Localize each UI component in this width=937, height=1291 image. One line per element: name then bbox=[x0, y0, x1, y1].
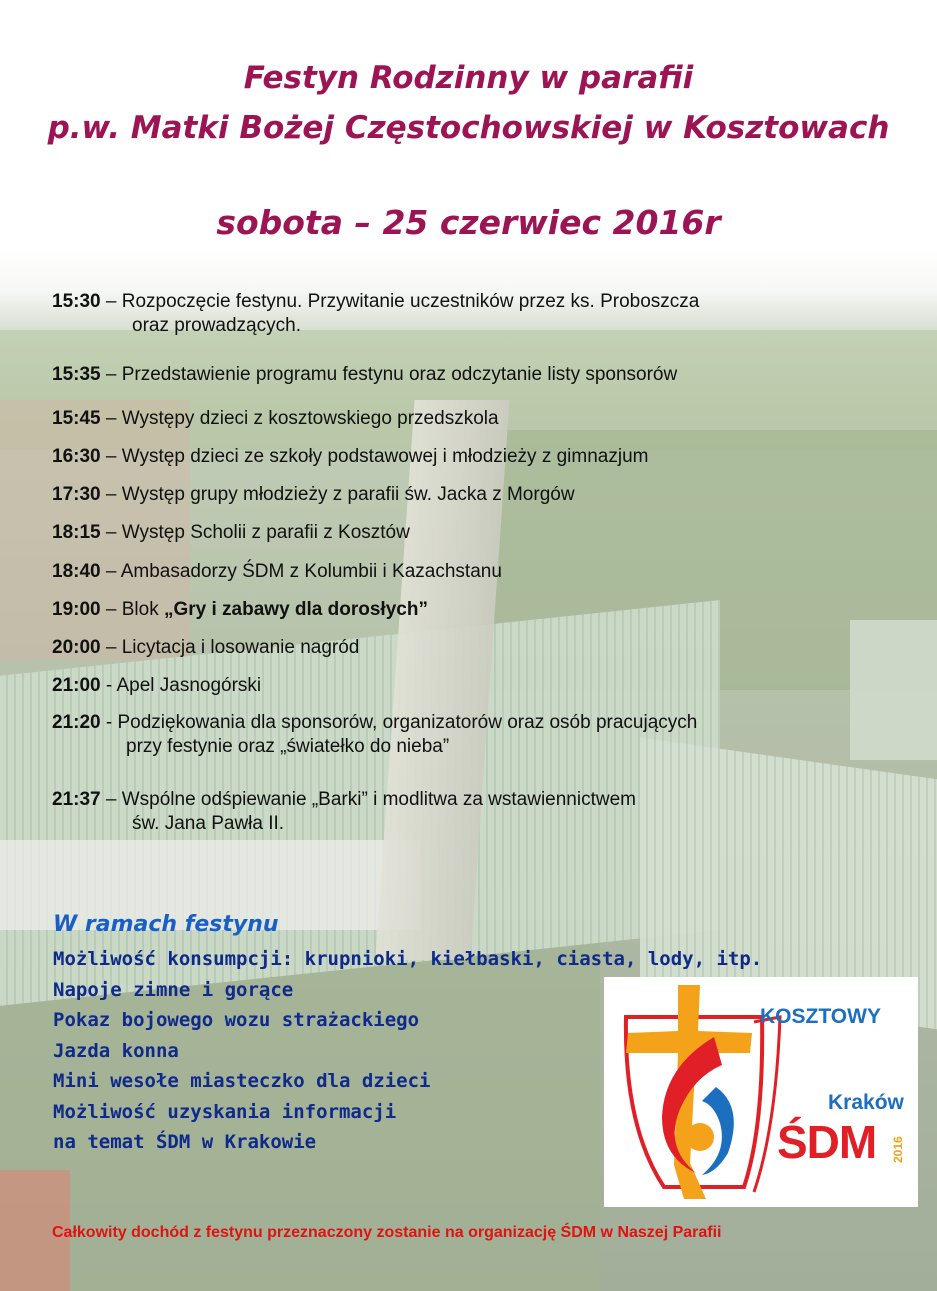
schedule-text: Blok bbox=[121, 599, 164, 620]
event-date: sobota – 25 czerwiec 2016r bbox=[216, 203, 721, 242]
schedule-item bbox=[52, 674, 872, 698]
schedule-time: 20:00 bbox=[52, 637, 101, 658]
schedule-sep: – bbox=[100, 789, 122, 810]
schedule-time: 19:00 bbox=[52, 599, 101, 620]
schedule-time: 18:40 bbox=[52, 561, 101, 582]
schedule-time: 15:45 bbox=[52, 408, 101, 429]
schedule-item bbox=[52, 560, 872, 584]
schedule-sep: – bbox=[100, 637, 122, 658]
schedule-item bbox=[52, 290, 872, 338]
schedule-time: 18:15 bbox=[52, 522, 101, 543]
schedule-sep: - bbox=[100, 675, 117, 696]
schedule-text: Występ dzieci ze szkoły podstawowej i młodzieży z gimnazjum bbox=[121, 446, 649, 467]
schedule-sep: – bbox=[100, 484, 122, 505]
extras-item: Możliwość uzyskania informacji bbox=[53, 1101, 397, 1123]
schedule-sep: – bbox=[100, 364, 122, 385]
extras-item: Możliwość konsumpcji: krupnioki, kiełbaski, ciasta, lody, itp. bbox=[53, 948, 763, 970]
logo-kosztowy-text: KOSZTOWY bbox=[760, 1005, 881, 1028]
schedule-text: Licytacja i losowanie nagród bbox=[121, 637, 360, 658]
schedule-item bbox=[52, 711, 872, 759]
extras-item: Jazda konna bbox=[53, 1040, 179, 1062]
extras-item: Napoje zimne i gorące bbox=[53, 979, 294, 1001]
schedule-item bbox=[52, 445, 872, 469]
schedule-text: Rozpoczęcie festynu. Przywitanie uczestników przez ks. Proboszcza bbox=[121, 291, 700, 312]
extras-item: na temat ŚDM w Krakowie bbox=[53, 1131, 317, 1153]
extras-item: Mini wesołe miasteczko dla dzieci bbox=[53, 1070, 431, 1092]
schedule-time: 17:30 bbox=[52, 484, 101, 505]
schedule-text: Występ grupy młodzieży z parafii św. Jacka z Morgów bbox=[121, 484, 575, 505]
schedule-item bbox=[52, 521, 872, 545]
title-line-2: p.w. Matki Bożej Częstochowskiej w Kosztowach bbox=[47, 110, 890, 146]
schedule-time: 21:20 bbox=[52, 712, 101, 733]
schedule-sep: – bbox=[100, 522, 122, 543]
schedule-text: Podziękowania dla sponsorów, organizatorów oraz osób pracujących bbox=[117, 712, 698, 733]
schedule-text: Wspólne odśpiewanie „Barki” i modlitwa za wstawiennictwem bbox=[121, 789, 636, 810]
schedule-text: Przedstawienie programu festynu oraz odczytanie listy sponsorów bbox=[121, 364, 678, 385]
schedule-item bbox=[52, 483, 872, 507]
schedule-item bbox=[52, 598, 872, 622]
schedule-sep: – bbox=[100, 561, 121, 582]
title-line-1: Festyn Rodzinny w parafii bbox=[243, 60, 694, 96]
extras-heading: W ramach festynu bbox=[53, 912, 279, 937]
schedule-sep: – bbox=[100, 446, 122, 467]
schedule-text-continued: oraz prowadzących. bbox=[132, 315, 301, 336]
schedule-time: 15:35 bbox=[52, 364, 101, 385]
footer-note: Całkowity dochód z festynu przeznaczony zostanie na organizację ŚDM w Naszej Parafii bbox=[52, 1224, 722, 1241]
schedule-item bbox=[52, 636, 872, 660]
wyd-logo bbox=[604, 977, 918, 1207]
logo-krakow-text: Kraków bbox=[828, 1091, 904, 1114]
schedule-time: 21:37 bbox=[52, 789, 101, 810]
schedule-text: Występy dzieci z kosztowskiego przedszkola bbox=[121, 408, 499, 429]
schedule-time: 15:30 bbox=[52, 291, 101, 312]
extras-item: Pokaz bojowego wozu strażackiego bbox=[53, 1009, 420, 1031]
schedule-text: Występ Scholii z parafii z Kosztów bbox=[121, 522, 410, 543]
schedule-text: Ambasadorzy ŚDM z Kolumbii i Kazachstanu bbox=[120, 561, 502, 582]
schedule-item bbox=[52, 407, 872, 431]
schedule-text-continued: przy festynie oraz „światełko do nieba” bbox=[126, 736, 450, 757]
schedule-item bbox=[52, 363, 872, 387]
schedule-item bbox=[52, 788, 872, 836]
logo-sdm-text: ŚDM bbox=[777, 1116, 877, 1168]
schedule-sep: - bbox=[100, 712, 118, 733]
schedule-sep: – bbox=[100, 599, 122, 620]
schedule-text-bold: „Gry i zabawy dla dorosłych” bbox=[163, 599, 428, 620]
schedule-text: Apel Jasnogórski bbox=[116, 675, 262, 696]
schedule-text-continued: św. Jana Pawła II. bbox=[132, 813, 285, 834]
logo-year-text: 2016 bbox=[891, 1136, 905, 1163]
schedule-time: 21:00 bbox=[52, 675, 101, 696]
schedule-time: 16:30 bbox=[52, 446, 101, 467]
schedule-sep: – bbox=[100, 291, 122, 312]
schedule-sep: – bbox=[100, 408, 122, 429]
